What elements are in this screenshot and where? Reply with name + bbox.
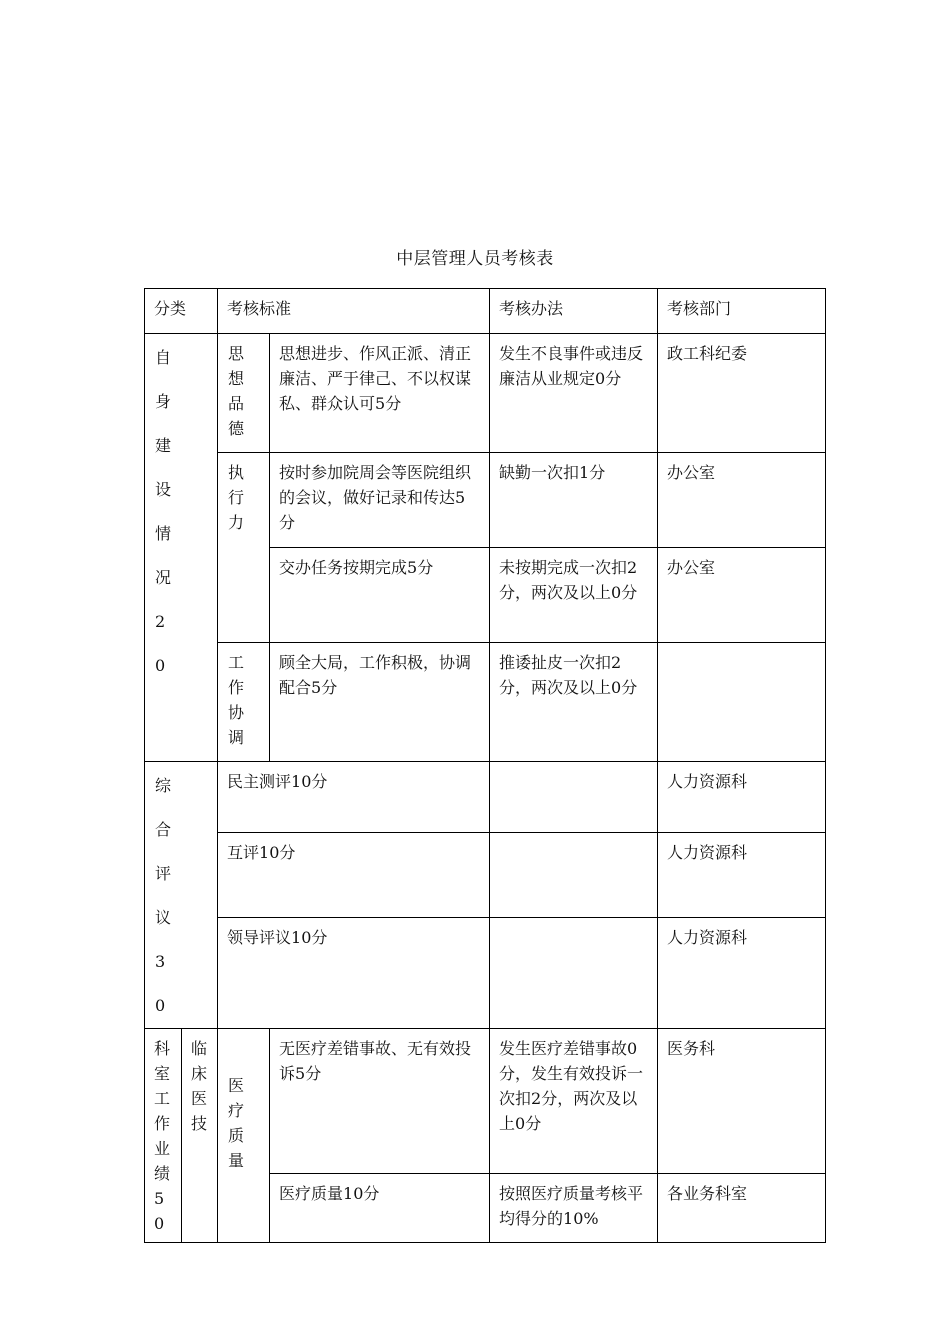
table-row (145, 833, 826, 918)
comprehensive-method-3 (490, 917, 658, 1028)
ethics-criterion: 思想进步、作风正派、清正廉洁、严于律己、不以权谋私、群众认可5分 (270, 334, 490, 453)
quality-criterion-2: 医疗质量10分 (270, 1174, 490, 1243)
assessment-table (144, 288, 826, 1243)
ethics-label: 思想品德 (218, 334, 270, 453)
comprehensive-criterion-1: 民主测评10分 (218, 762, 490, 833)
table-row (145, 334, 826, 453)
execution-department-1: 办公室 (658, 453, 826, 548)
category-performance: 科室工作业绩50 (145, 1029, 182, 1243)
coordination-method: 推诿扯皮一次扣2分，两次及以上0分 (490, 643, 658, 762)
quality-department-1: 医务科 (658, 1029, 826, 1174)
quality-method-2: 按照医疗质量考核平均得分的10% (490, 1174, 658, 1243)
execution-criterion-1: 按时参加院周会等医院组织的会议，做好记录和传达5分 (270, 453, 490, 548)
header-category: 分类 (145, 289, 218, 334)
comprehensive-department-3: 人力资源科 (658, 917, 826, 1028)
comprehensive-criterion-3: 领导评议10分 (218, 917, 490, 1028)
execution-department-2: 办公室 (658, 548, 826, 643)
header-standard: 考核标准 (218, 289, 490, 334)
header-department: 考核部门 (658, 289, 826, 334)
header-row (145, 289, 826, 334)
execution-method-2: 未按期完成一次扣2分，两次及以上0分 (490, 548, 658, 643)
comprehensive-department-1: 人力资源科 (658, 762, 826, 833)
quality-label: 医疗质量 (218, 1029, 270, 1243)
table-row (145, 453, 826, 548)
comprehensive-criterion-2: 互评10分 (218, 833, 490, 918)
execution-label: 执行力 (218, 453, 270, 643)
document-title: 中层管理人员考核表 (396, 249, 554, 269)
table-row (145, 1029, 826, 1174)
header-method: 考核办法 (490, 289, 658, 334)
performance-subcategory: 临床医技 (182, 1029, 218, 1243)
coordination-criterion: 顾全大局，工作积极，协调配合5分 (270, 643, 490, 762)
table-row (145, 643, 826, 762)
execution-method-1: 缺勤一次扣1分 (490, 453, 658, 548)
comprehensive-method-2 (490, 833, 658, 918)
coordination-department (658, 643, 826, 762)
coordination-label: 工作协调 (218, 643, 270, 762)
execution-criterion-2: 交办任务按期完成5分 (270, 548, 490, 643)
comprehensive-department-2: 人力资源科 (658, 833, 826, 918)
quality-criterion-1: 无医疗差错事故、无有效投诉5分 (270, 1029, 490, 1174)
ethics-department: 政工科纪委 (658, 334, 826, 453)
table-row (145, 762, 826, 833)
ethics-method: 发生不良事件或违反廉洁从业规定0分 (490, 334, 658, 453)
quality-department-2: 各业务科室 (658, 1174, 826, 1243)
category-self-building: 自身建设情况20 (145, 334, 218, 762)
comprehensive-method-1 (490, 762, 658, 833)
quality-method-1: 发生医疗差错事故0分，发生有效投诉一次扣2分，两次及以上0分 (490, 1029, 658, 1174)
table-row (145, 917, 826, 1028)
category-comprehensive: 综合评议30 (145, 762, 218, 1029)
